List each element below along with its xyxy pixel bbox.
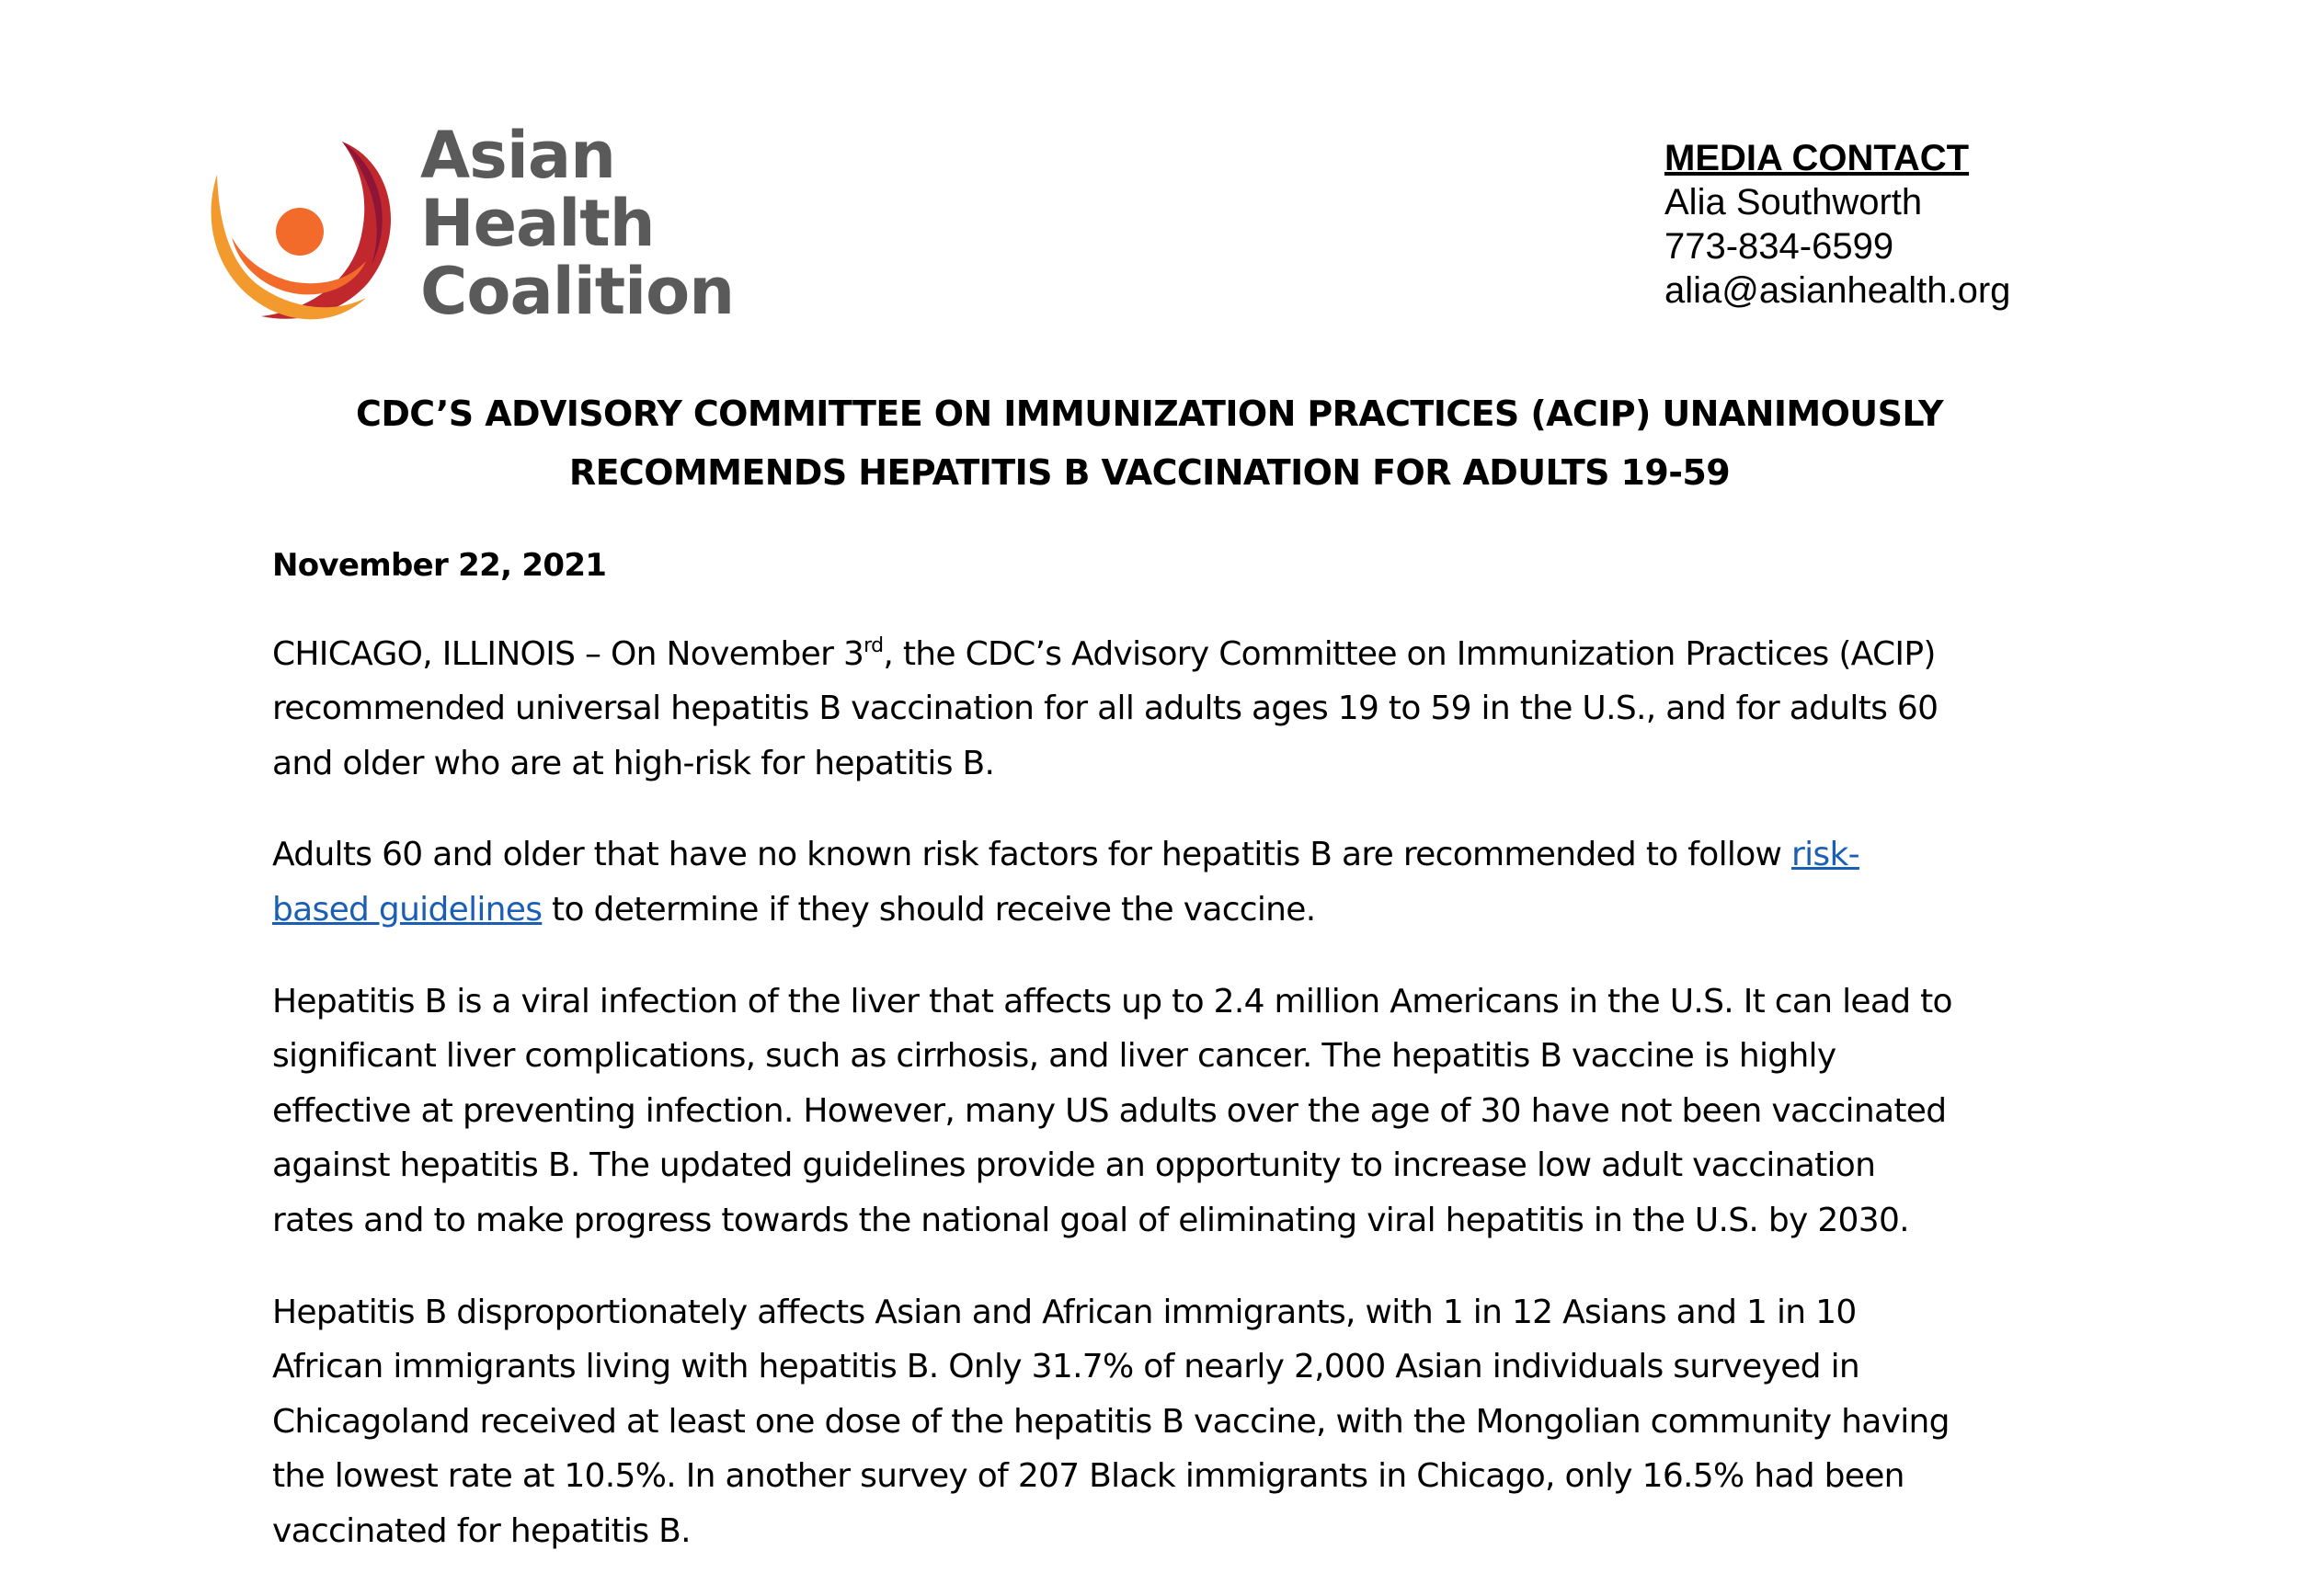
text-run: against hepatitis B. The updated guidelines provide an opportunity to increase low adult vaccination	[272, 1146, 1876, 1185]
logo-name-line: Coalition	[420, 254, 735, 329]
text-run: effective at preventing infection. However, many US adults over the age of 30 have not been vaccinated	[272, 1091, 1947, 1130]
press-release-headline	[184, 384, 2115, 502]
text-run: the lowest rate at 10.5%. In another survey of 207 Black immigrants in Chicago, only 16.5% had been	[272, 1457, 1904, 1496]
media-contact-email: alia@asianhealth.org	[1664, 270, 2011, 311]
media-contact-block	[1664, 136, 2010, 313]
risk-based-guidelines-link[interactable]: risk-	[1791, 836, 1859, 874]
paragraph-hepatitis-overview	[272, 975, 2075, 1248]
text-run: and older who are at high-risk for hepatitis B.	[272, 744, 995, 782]
paragraph-disparities	[272, 1285, 2075, 1559]
text-run: Hepatitis B is a viral infection of the liver that affects up to 2.4 million Americans in the U.S. It can lead to	[272, 982, 1952, 1020]
text-run: rates and to make progress towards the national goal of eliminating viral hepatitis in the U.S. by 2030.	[272, 1201, 1909, 1239]
risk-based-guidelines-link[interactable]: based guidelines	[272, 890, 543, 929]
text-run: Hepatitis B disproportionately affects Asian and African immigrants, with 1 in 12 Asians and 1 in 10	[272, 1293, 1857, 1331]
text-run: to determine if they should receive the vaccine.	[542, 890, 1316, 929]
text-run: Adults 60 and older that have no known risk factors for hepatitis B are recommended to follow	[272, 836, 1792, 874]
text-run: African immigrants living with hepatitis B. Only 31.7% of nearly 2,000 Asian individuals surveyed in	[272, 1348, 1859, 1386]
logo-name-line: Health	[420, 186, 655, 261]
text-run: Chicagoland received at least one dose of the hepatitis B vaccine, with the Mongolian community having	[272, 1402, 1950, 1441]
ordinal-suffix: rd	[864, 633, 884, 657]
text-run: , the CDC’s Advisory Committee on Immunization Practices (ACIP)	[883, 634, 1936, 673]
headline-line: CDC’S ADVISORY COMMITTEE ON IMMUNIZATION PRACTICES (ACIP) UNANIMOUSLY	[356, 393, 1943, 434]
paragraph-announcement	[272, 627, 2075, 792]
text-run: significant liver complications, such as cirrhosis, and liver cancer. The hepatitis B vaccine is highly	[272, 1037, 1836, 1076]
text-run: vaccinated for hepatitis B.	[272, 1511, 691, 1550]
organization-logo	[204, 118, 738, 336]
coalition-logo-icon	[204, 136, 402, 329]
media-contact-name: Alia Southworth	[1664, 182, 1923, 222]
logo-name-line: Asian	[420, 118, 615, 193]
press-release-body	[272, 539, 2075, 1596]
headline-line: RECOMMENDS HEPATITIS B VACCINATION FOR ADULTS 19-59	[568, 452, 1731, 493]
text-run: CHICAGO, ILLINOIS – On November 3	[272, 634, 864, 673]
paragraph-risk-guidelines	[272, 827, 2075, 937]
organization-name	[420, 118, 735, 329]
text-run: recommended universal hepatitis B vaccination for all adults ages 19 to 59 in the U.S., and for adults 60	[272, 690, 1939, 728]
media-contact-heading: MEDIA CONTACT	[1664, 138, 1970, 178]
release-date: November 22, 2021	[272, 547, 607, 584]
media-contact-phone: 773-834-6599	[1664, 226, 1894, 267]
